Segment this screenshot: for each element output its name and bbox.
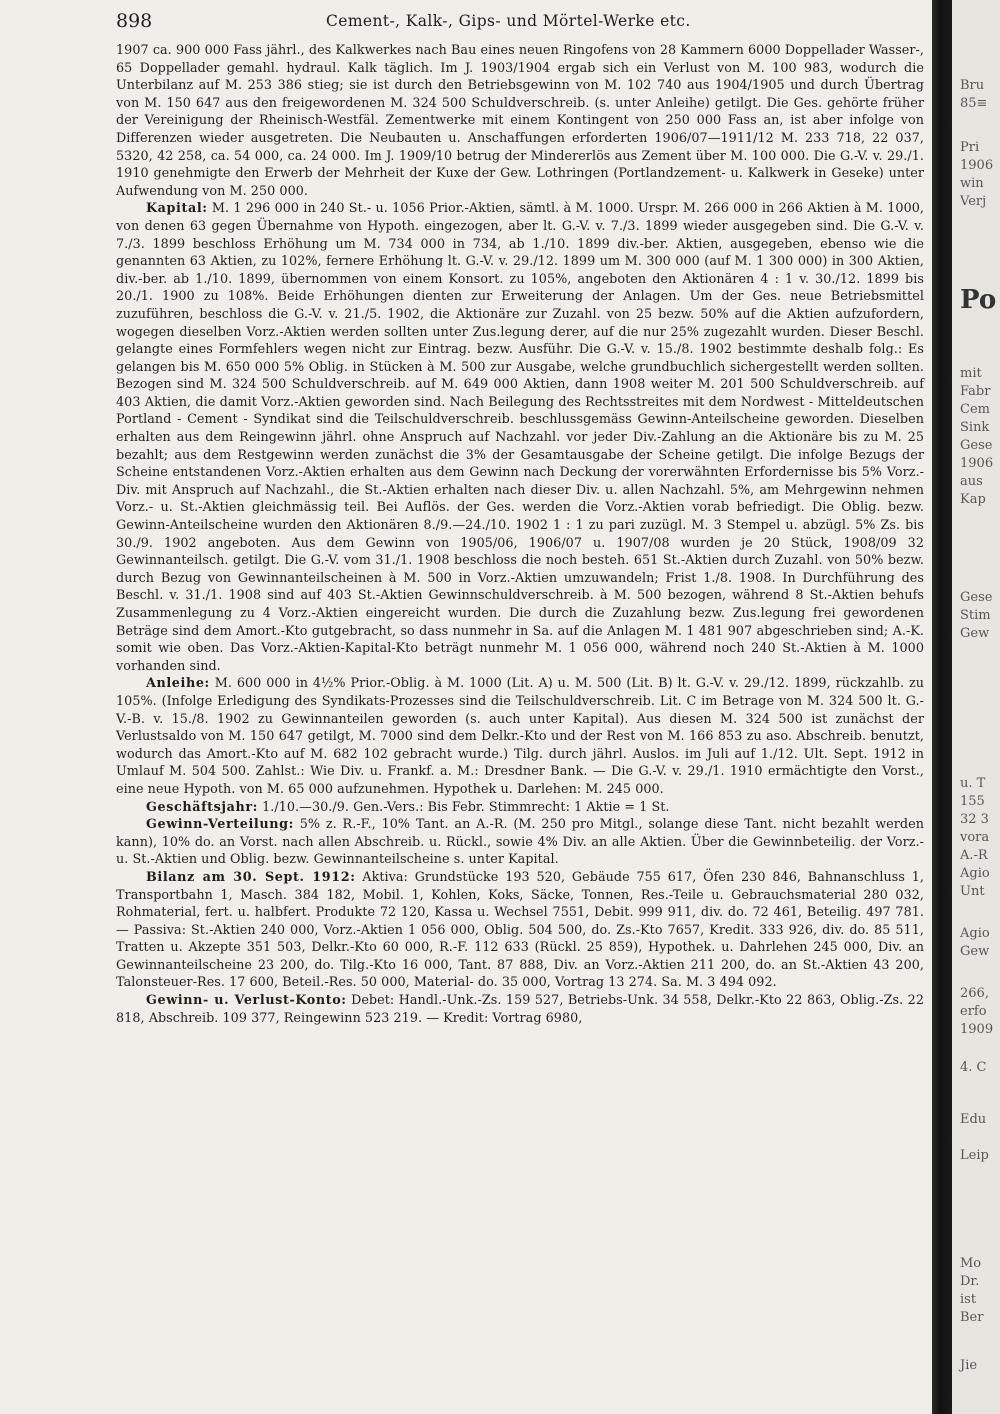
page-number: 898 bbox=[116, 10, 153, 32]
fragment: Fabr bbox=[960, 384, 991, 399]
fragment: Gese bbox=[960, 590, 993, 605]
section-label-gewinn-verlust: Gewinn- u. Verlust-Konto: bbox=[146, 993, 347, 1009]
fragment: Unt bbox=[960, 884, 985, 899]
fragment: Mo bbox=[960, 1256, 982, 1271]
fragment: Sink bbox=[960, 420, 990, 435]
fragment: Ber bbox=[960, 1310, 984, 1325]
fragment: Jie bbox=[960, 1358, 978, 1373]
paragraph-anleihe bbox=[116, 675, 924, 798]
running-title: Cement-, Kalk-, Gips- und Mörtel-Werke etc. bbox=[326, 12, 691, 30]
fragment: Gew bbox=[960, 944, 990, 959]
fragment: vora bbox=[960, 830, 990, 845]
fragment: 32 3 bbox=[960, 812, 989, 827]
paragraph-kapital bbox=[116, 200, 924, 675]
paragraph-text: M. 1 296 000 in 240 St.- u. 1056 Prior.-Aktien, sämtl. à M. 1000. Urspr. M. 266 000 in 266 Aktien à M. 1000, von denen 63 gegen Übernahme von Hypoth. eingezogen, aber lt. G.-V. v. 7./3. 1899 wieder ausgegeben sind. Die G.-V. v. 7./3. 1899 beschloss Erhöhung um M. 734 000 in 734, ab 1./10. 1899 div.-ber. Aktien, ausgegeben, ebenso wie die genannten 63 Aktien, zu 102%, fernere Erhöhung lt. G.-V. v. 29./12. 1899 um M. 300 000 (auf M. 1 300 000) in 300 Aktien, div.-ber. ab 1./10. 1899, übernommen von einem Konsort. zu 105%, angeboten den Aktionären 4 : 1 v. 30./12. 1899 bis 20./1. 1900 zu 108%. Beide Erhöhungen dienten zur Erweiterung der Anlagen. Um der Ges. neue Betriebsmittel zuzuführen, beschloss die G.-V. v. 21./5. 1902, die Aktionäre zur Zuzahl. von 25 bezw. 50% auf die Aktien aufzufordern, wogegen dieselben Vorz.-Aktien werden sollten unter Zus.legung derer, auf die nur 25% zugezahlt wurden. Dieser Beschl. gelangte eines Formfehlers wegen nicht zur Eintrag. bezw. Ausführ. Die G.-V. v. 15./8. 1902 bestimmte deshalb folg.: Es gelangen bis M. 650 000 5% Oblig. in Stücken à M. 500 zur Ausgabe, welche grundbuchlich sichergestellt werden sollten. Bezogen sind M. 324 500 Schuldverschreib. auf M. 649 000 Aktien, dann 1908 weiter M. 201 500 Schuldverschreib. auf 403 Aktien, die damit Vorz.-Aktien geworden sind. Nach Beilegung des Rechtsstreites mit dem Nordwest - Mitteldeutschen Portland - Cement - Syndikat sind die Teilschuldverschreib. beschlussgemäss Gewinn-Anteilscheine geworden. Dieselben erhalten aus dem Reingewinn jährl. ohne Anspruch auf Nachzahl. vor jeder Div.-Zahlung an die Aktionäre bis zu M. 25 bezahlt; aus dem Restgewinn werden zunächst die 3% der Gesamtausgabe der Scheine getilgt. Die infolge Bezugs der Scheine entstandenen Vorz.-Aktien erhalten aus dem Gewinn nach Deckung der vorerwähnten Erfordernisse bis 5% Vorz.-Div. mit Anspruch auf Nachzahl., die St.-Aktien erhalten nach dieser Div. u. allen Nachzahl. 5%, am Mehrgewinn nehmen Vorz.- u. St.-Aktien gleichmässig teil. Bei Auflös. der Ges. werden die Vorz.-Aktien vorab befriedigt. Die Oblig. bezw. Gewinn-Anteilscheine wurden den Aktionären 8./9.—24./10. 1902 1 : 1 zu pari zuzügl. M. 3 Stempel u. abzügl. 5% Zs. bis 30./9. 1902 angeboten. Aus dem Gewinn von 1905/06, 1906/07 u. 1907/08 wurden je 20 Stück, 1908/09 32 Gewinnanteilsch. getilgt. Die G.-V. vom 31./1. 1908 beschloss die noch besteh. 651 St.-Aktien durch Zuzahl. von 50% bezw. durch Bezug von Gewinnanteilscheinen à M. 500 in Vorz.-Aktien umzuwandeln; Frist 1./8. 1908. In Durchführung des Beschl. v. 31./1. 1908 sind auf 403 St.-Aktien Gewinnschuldverschreib. à M. 500 bezogen, während 8 St.-Aktien behufs Zusammenlegung zu 4 Vorz.-Aktien eingereicht wurden. Die durch die Zuzahlung bezw. Zus.legung frei gewordenen Beträge sind dem Amort.-Kto gutgebracht, so dass nunmehr in Sa. auf die Anlagen M. 1 481 907 abgeschrieben sind; A.-K. somit wie oben. Das Vorz.-Aktien-Kapital-Kto beträgt nunmehr M. 1 056 000, während noch 240 St.-Aktien à M. 1000 vorhanden sind. bbox=[116, 201, 924, 674]
adjacent-page-edge bbox=[952, 0, 1000, 1414]
fragment: Gese bbox=[960, 438, 993, 453]
page-header bbox=[116, 10, 926, 34]
fragment: Pri bbox=[960, 140, 980, 155]
fragment: 1909 bbox=[960, 1022, 994, 1037]
paragraph-gewinn-verlust bbox=[116, 992, 924, 1027]
section-label-kapital: Kapital: bbox=[146, 201, 208, 217]
paragraph-text: 1907 ca. 900 000 Fass jährl., des Kalkwerkes nach Bau eines neuen Ringofens von 28 Kammern 6000 Doppellader Wasser-, 65 Doppellader gemahl. hydraul. Kalk täglich. Im J. 1903/1904 ergab sich ein Verlust von M. 100 983, wodurch die Unterbilanz auf M. 253 386 stieg; sie ist durch den Betriebsgewinn von M. 102 740 aus 1904/1905 und durch Übertrag von M. 150 647 aus den freigewordenen M. 324 500 Schuldverschreib. (s. unter Anleihe) getilgt. Die Ges. gehörte früher der Vereinigung der Rheinisch-Westfäl. Zementwerke mit einem Kontingent von 250 000 Fass an, ist aber infolge von Differenzen wieder ausgetreten. Die Neubauten u. Anschaffungen erforderten 1906/07—1911/12 M. 233 718, 22 037, 5320, 42 258, ca. 54 000, ca. 24 000. Im J. 1909/10 betrug der Mindererlös aus Zement über M. 100 000. Die G.-V. v. 29./1. 1910 genehmigte den Erwerb der Mehrheit der Kuxe der Gew. Lothringen (Portlandzement- u. Kalkwerk in Geseke) unter Aufwendung von M. 250 000. bbox=[116, 43, 924, 199]
fragment: Po bbox=[960, 285, 997, 315]
fragment: erfo bbox=[960, 1004, 987, 1019]
fragment: Leip bbox=[960, 1148, 989, 1163]
fragment: 4. C bbox=[960, 1060, 987, 1075]
fragment: A.-R bbox=[960, 848, 988, 863]
paragraph-bilanz bbox=[116, 869, 924, 992]
fragment: Stim bbox=[960, 608, 991, 623]
paragraph-gewinn-verteilung bbox=[116, 816, 924, 869]
paragraph-history bbox=[116, 42, 924, 200]
section-label-gewinn-verteilung: Gewinn-Verteilung: bbox=[146, 817, 294, 833]
section-label-bilanz: Bilanz am 30. Sept. 1912: bbox=[146, 869, 356, 885]
paragraph-text: Aktiva: Grundstücke 193 520, Gebäude 755 617, Öfen 230 846, Bahnanschluss 1, Transportbahn 1, Masch. 384 182, Mobil. 1, Kohlen, Koks, Säcke, Tonnen, Res.-Teile u. Gebrauchsmaterial 280 032, Rohmaterial, fert. u. halbfert. Produkte 72 120, Kassa u. Wechsel 7551, Debit. 999 911, div. do. 72 461, Beteilig. 497 781. — Passiva: St.-Aktien 240 000, Vorz.-Aktien 1 056 000, Oblig. 504 500, do. Zs.-Kto 7657, Kredit. 333 926, div. do. 85 511, Tratten u. Akzepte 351 503, Delkr.-Kto 60 000, R.-F. 112 633 (Rückl. 25 859), Hypothek. u. Dahrlehen 245 000, Div. an Gewinnanteilscheine 23 200, do. Tilg.-Kto 16 000, Tant. 87 888, Div. an Vorz.-Aktien 211 200, do. an St.-Aktien 43 200, Talonsteuer-Res. 17 600, Beteil.-Res. 50 000, Material- do. 35 000, Vortrag 13 274. Sa. M. 3 494 092. bbox=[116, 869, 924, 991]
fragment: 266, bbox=[960, 986, 989, 1001]
fragment: Verj bbox=[960, 194, 987, 209]
fragment: win bbox=[960, 176, 984, 191]
paragraph-text: M. 600 000 in 4½% Prior.-Oblig. à M. 1000 (Lit. A) u. M. 500 (Lit. B) lt. G.-V. v. 29./12. 1899, rückzahlb. zu 105%. (Infolge Erledigung des Syndikats-Prozesses sind die Teilschuldverschreib. Lit. C im Betrage von M. 324 500 lt. G.-V.-B. v. 15./8. 1902 zu Gewinnanteilen geworden (s. auch unter Kapital). Aus diesen M. 324 500 ist zunächst der Verlustsaldo von M. 150 647 getilgt, M. 7000 sind dem Delkr.-Kto und der Rest von M. 166 853 zu aso. Abschreib. benutzt, wodurch das Amort.-Kto auf M. 682 102 gebracht wurde.) Tilg. durch jährl. Auslos. im Juli auf 1./12. Ult. Sept. 1912 in Umlauf M. 504 500. Zahlst.: Wie Div. u. Frankf. a. M.: Dresdner Bank. — Die G.-V. v. 29./1. 1910 ermächtigte den Vorst., eine neue Hypoth. von M. 65 000 aufzunehmen. Hypothek u. Darlehen: M. 245 000. bbox=[116, 676, 924, 797]
fragment: 1906 bbox=[960, 456, 994, 471]
fragment: Agio bbox=[960, 866, 990, 881]
section-label-geschaeftsjahr: Geschäftsjahr: bbox=[146, 799, 258, 815]
fragment: mit bbox=[960, 366, 982, 381]
fragment: Cem bbox=[960, 402, 990, 417]
paragraph-text: Debet: Handl.-Unk.-Zs. 159 527, Betriebs-Unk. 34 558, Delkr.-Kto 22 863, Oblig.-Zs. 22 818, Abschreib. 109 377, Reingewinn 523 219. — Kredit: Vortrag 6980, bbox=[116, 993, 924, 1026]
book-gutter bbox=[932, 0, 952, 1414]
fragment: ist bbox=[960, 1292, 977, 1307]
fragment: Gew bbox=[960, 626, 990, 641]
fragment: 1906 bbox=[960, 158, 994, 173]
paragraph-geschaeftsjahr bbox=[116, 799, 924, 817]
fragment: Edu bbox=[960, 1112, 987, 1127]
paragraph-text: 1./10.—30./9. Gen.-Vers.: Bis Febr. Stimmrecht: 1 Aktie = 1 St. bbox=[258, 799, 670, 815]
paragraph-text: 5% z. R.-F., 10% Tant. an A.-R. (M. 250 pro Mitgl., solange diese Tant. nicht bezahlt werden kann), 10% do. an Vorst. nach allen Abschreib. u. Rückl., sowie 4% Div. an alle Aktien. Über die Gewinnbeteilig. der Vorz.- u. St.-Aktien und Oblig. bezw. Gewinnanteilscheine s. unter Kapital. bbox=[116, 817, 924, 868]
section-label-anleihe: Anleihe: bbox=[146, 676, 210, 692]
fragment: u. T bbox=[960, 776, 986, 791]
fragment: aus bbox=[960, 474, 983, 489]
fragment: Kap bbox=[960, 492, 986, 507]
article-body bbox=[116, 42, 924, 1027]
fragment: 85≡ bbox=[960, 96, 988, 111]
fragment: Agio bbox=[960, 926, 990, 941]
fragment: 155 bbox=[960, 794, 985, 809]
fragment: Dr. bbox=[960, 1274, 980, 1289]
fragment: Bru bbox=[960, 78, 985, 93]
